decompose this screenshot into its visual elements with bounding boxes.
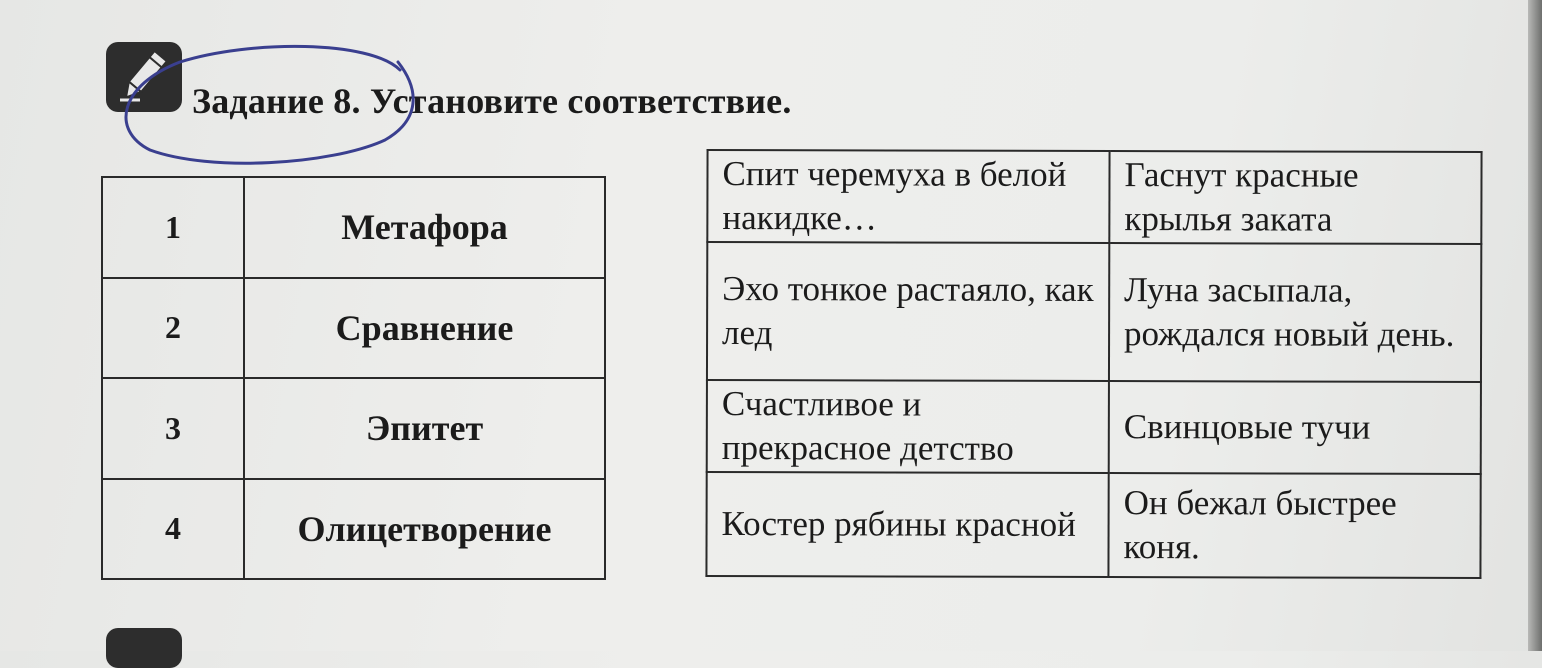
page-edge [1528,0,1542,651]
table-row [102,278,605,379]
example-cell: Костер рябины красной [706,472,1108,577]
term-name: Сравнение [244,278,605,379]
term-name: Метафора [244,177,605,278]
table-row [102,479,605,580]
example-cell: Гаснут красные крылья заката [1109,151,1481,244]
examples-table [705,149,1482,579]
table-row [707,380,1481,474]
term-number: 1 [102,177,244,278]
term-name: Олицетворение [244,479,605,580]
task-title: Задание 8. Установите соответствие. [192,81,792,121]
table-row [102,378,605,479]
table-row [707,242,1481,382]
example-cell: Спит черемуха в белой накидке… [707,150,1109,243]
table-row [102,177,605,278]
example-cell: Эхо тонкое растаяло, как лед [707,242,1109,381]
term-number: 4 [102,479,244,580]
term-number: 2 [102,278,244,379]
example-cell: Счастливое и прекрасное детство [707,380,1109,473]
term-name: Эпитет [244,378,605,479]
example-cell: Свинцовые тучи [1109,381,1481,474]
terms-table [101,176,606,580]
pencil-icon [106,42,182,112]
term-number: 3 [102,378,244,479]
example-cell: Он бежал быстрее коня. [1108,473,1480,578]
table-row [706,472,1480,578]
next-task-pencil-icon [106,628,182,668]
example-cell: Луна засыпала, рождался новый день. [1109,243,1481,382]
table-row [707,150,1481,244]
